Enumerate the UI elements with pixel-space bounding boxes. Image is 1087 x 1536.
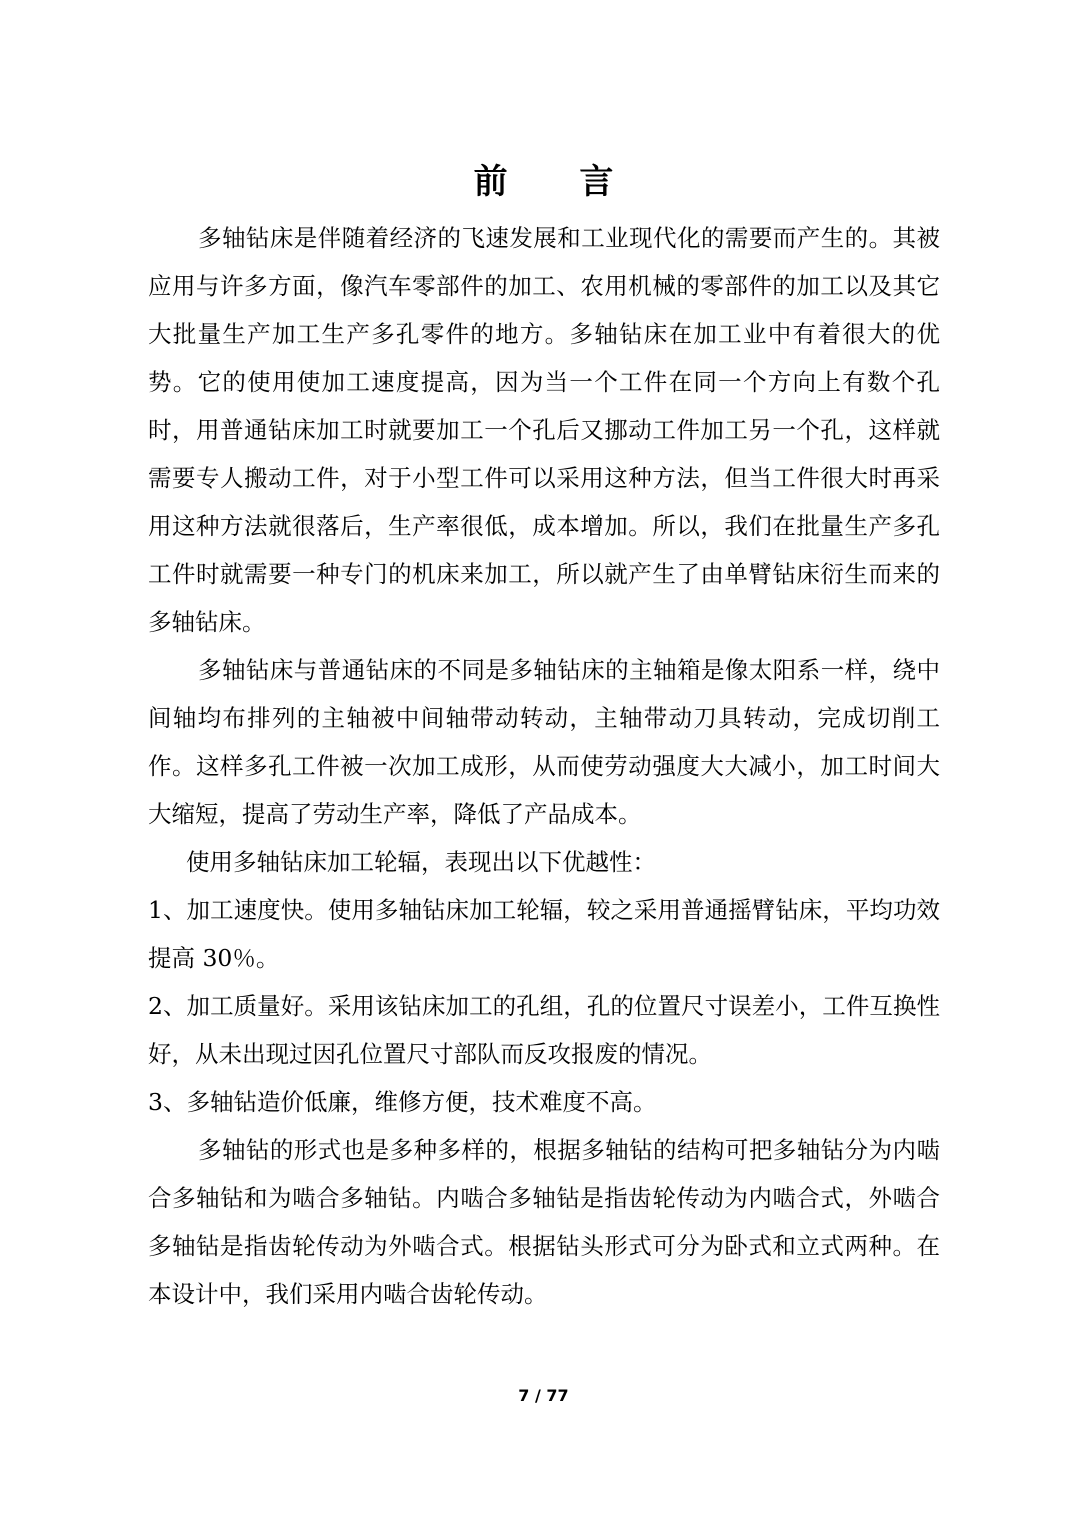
page-number: 7 / 77 (518, 1386, 569, 1405)
list-item-cost: 3、多轴钻造价低廉，维修方便，技术难度不高。 (148, 1088, 657, 1116)
list-item-quality: 2、加工质量好。采用该钻床加工的孔组，孔的位置尺寸误差小，工件互换性好，从未出现过因孔位置尺寸部队而反攻报废的情况。 (148, 992, 940, 1068)
document-body (148, 214, 940, 1318)
paragraph-difference: 多轴钻床与普通钻床的不同是多轴钻床的主轴箱是像太阳系一样，绕中间轴均布排列的主轴被中间轴带动转动，主轴带动刀具转动，完成切削工作。这样多孔工件被一次加工成形，从而使劳动强度大大减小，加工时间大大缩短，提高了劳动生产率，降低了产品成本。 (148, 656, 940, 828)
page-title: 前 言 (473, 162, 644, 202)
paragraph-types: 多轴钻的形式也是多种多样的，根据多轴钻的结构可把多轴钻分为内啮合多轴钻和为啮合多轴钻。内啮合多轴钻是指齿轮传动为内啮合式，外啮合多轴钻是指齿轮传动为外啮合式。根据钻头形式可分为卧式和立式两种。在本设计中，我们采用内啮合齿轮传动。 (148, 1136, 940, 1308)
list-item-speed: 1、加工速度快。使用多轴钻床加工轮辐，较之采用普通摇臂钻床，平均功效提高 30％。 (148, 896, 940, 972)
paragraph-intro: 多轴钻床是伴随着经济的飞速发展和工业现代化的需要而产生的。其被应用与许多方面，像汽车零部件的加工、农用机械的零部件的加工以及其它大批量生产加工生产多孔零件的地方。多轴钻床在加工业中有着很大的优势。它的使用使加工速度提高，因为当一个工件在同一个方向上有数个孔时，用普通钻床加工时就要加工一个孔后又挪动工件加工另一个孔，这样就需要专人搬动工件，对于小型工件可以采用这种方法，但当工件很大时再采用这种方法就很落后，生产率很低，成本增加。所以，我们在批量生产多孔工件时就需要一种专门的机床来加工，所以就产生了由单臂钻床衍生而来的多轴钻床。 (148, 224, 940, 636)
paragraph-advantages-lead: 使用多轴钻床加工轮辐，表现出以下优越性： (186, 848, 656, 876)
